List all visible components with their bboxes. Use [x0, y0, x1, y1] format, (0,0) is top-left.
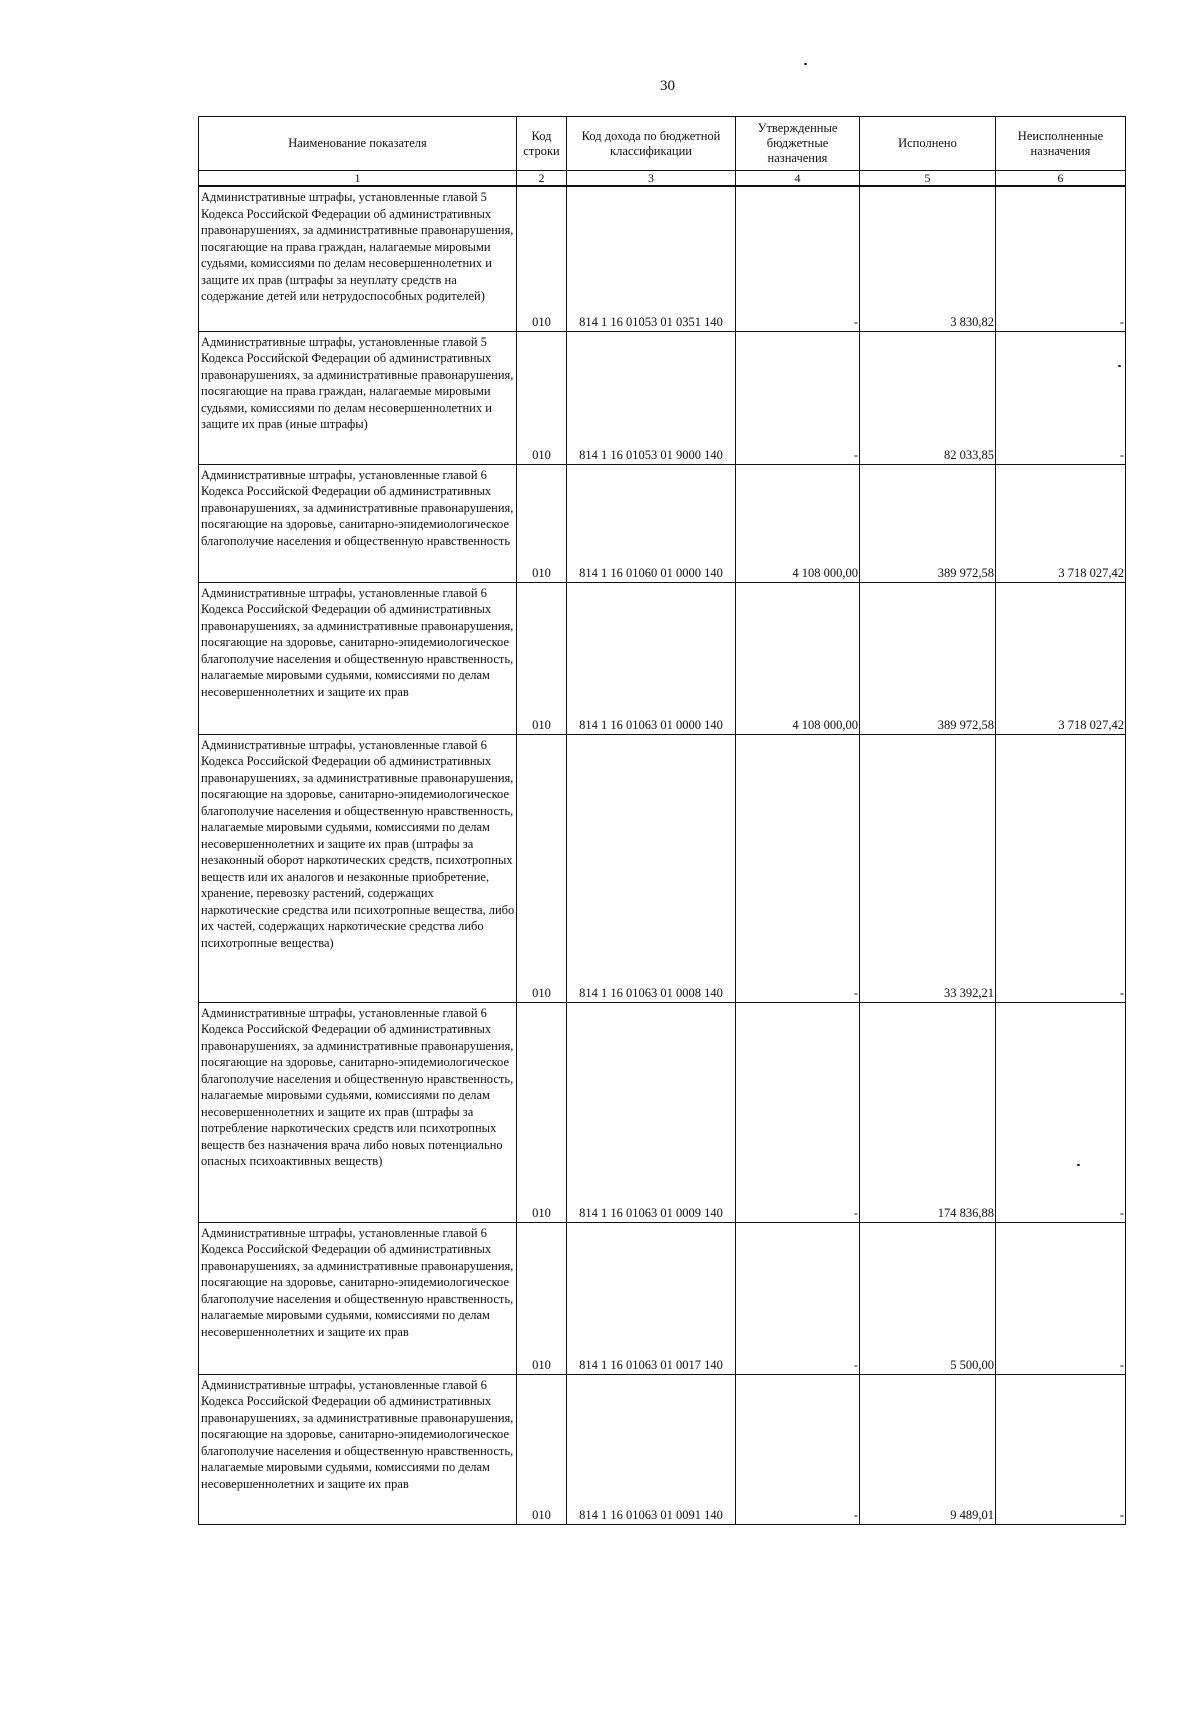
approved-amount: - — [736, 1374, 860, 1524]
indicator-name: Административные штрафы, установленные главой 6 Кодекса Российской Федерации об административных правонарушениях, за административные правонарушения, посягающие на здоровье, санитарно-эпидемиологическое благополучие населения и общественную нравственность, налагаемые мировыми судьями, комиссиями по делам несовершеннолетних и защите их прав — [199, 1222, 517, 1374]
table-row — [199, 1374, 1126, 1524]
table-header-row — [199, 117, 1126, 171]
row-code: 010 — [517, 582, 567, 734]
unexecuted-amount: - — [996, 1222, 1126, 1374]
row-code: 010 — [517, 331, 567, 464]
unexecuted-amount: - — [996, 331, 1126, 464]
scan-speck — [804, 63, 807, 65]
table-row — [199, 1222, 1126, 1374]
income-code: 814 1 16 01060 01 0000 140 — [567, 464, 736, 582]
table-row — [199, 186, 1126, 331]
header-row-code: Код строки — [517, 117, 567, 171]
executed-amount: 5 500,00 — [860, 1222, 996, 1374]
column-number: 2 — [517, 171, 567, 187]
income-code: 814 1 16 01063 01 0008 140 — [567, 734, 736, 1002]
header-executed: Исполнено — [860, 117, 996, 171]
approved-amount: - — [736, 186, 860, 331]
executed-amount: 3 830,82 — [860, 186, 996, 331]
executed-amount: 82 033,85 — [860, 331, 996, 464]
table-row — [199, 331, 1126, 464]
table-row — [199, 734, 1126, 1002]
approved-amount: - — [736, 331, 860, 464]
unexecuted-amount: - — [996, 1374, 1126, 1524]
indicator-name: Административные штрафы, установленные главой 6 Кодекса Российской Федерации об административных правонарушениях, за административные правонарушения, посягающие на здоровье, санитарно-эпидемиологическое благополучие населения и общественную нравственность, налагаемые мировыми судьями, комиссиями по делам несовершеннолетних и защите их прав (штрафы за потребление наркотических средств или психотропных веществ без назначения врача либо новых потенциально опасных психоактивных веществ) — [199, 1002, 517, 1222]
approved-amount: - — [736, 1002, 860, 1222]
income-code: 814 1 16 01063 01 0009 140 — [567, 1002, 736, 1222]
header-name: Наименование показателя — [199, 117, 517, 171]
indicator-name: Административные штрафы, установленные главой 6 Кодекса Российской Федерации об административных правонарушениях, за административные правонарушения, посягающие на здоровье, санитарно-эпидемиологическое благополучие населения и общественную нравственность, налагаемые мировыми судьями, комиссиями по делам несовершеннолетних и защите их прав (штрафы за незаконный оборот наркотических средств, психотропных веществ или их аналогов и незаконные приобретение, хранение, перевозку растений, содержащих наркотические средства или психотропные вещества, либо их частей, содержащих наркотические средства либо психотропные вещества) — [199, 734, 517, 1002]
header-approved: Утвержденные бюджетные назначения — [736, 117, 860, 171]
unexecuted-amount: - — [996, 1002, 1126, 1222]
column-number: 5 — [860, 171, 996, 187]
row-code: 010 — [517, 186, 567, 331]
approved-amount: - — [736, 1222, 860, 1374]
income-code: 814 1 16 01063 01 0091 140 — [567, 1374, 736, 1524]
header-unexecuted: Неисполненные назначения — [996, 117, 1126, 171]
table-row — [199, 464, 1126, 582]
unexecuted-amount: - — [996, 734, 1126, 1002]
executed-amount: 389 972,58 — [860, 464, 996, 582]
column-number: 6 — [996, 171, 1126, 187]
unexecuted-amount: 3 718 027,42 — [996, 464, 1126, 582]
page-number: 30 — [660, 78, 675, 94]
indicator-name: Административные штрафы, установленные главой 6 Кодекса Российской Федерации об административных правонарушениях, за административные правонарушения, посягающие на здоровье, санитарно-эпидемиологическое благополучие населения и общественную нравственность, налагаемые мировыми судьями, комиссиями по делам несовершеннолетних и защите их прав — [199, 582, 517, 734]
row-code: 010 — [517, 1374, 567, 1524]
executed-amount: 33 392,21 — [860, 734, 996, 1002]
unexecuted-amount: 3 718 027,42 — [996, 582, 1126, 734]
unexecuted-amount: - — [996, 186, 1126, 331]
row-code: 010 — [517, 1002, 567, 1222]
table-row — [199, 1002, 1126, 1222]
income-code: 814 1 16 01053 01 9000 140 — [567, 331, 736, 464]
header-income-code: Код дохода по бюджетной классификации — [567, 117, 736, 171]
column-number-row — [199, 171, 1126, 187]
approved-amount: 4 108 000,00 — [736, 464, 860, 582]
column-number: 3 — [567, 171, 736, 187]
income-code: 814 1 16 01053 01 0351 140 — [567, 186, 736, 331]
indicator-name: Административные штрафы, установленные главой 6 Кодекса Российской Федерации об административных правонарушениях, за административные правонарушения, посягающие на здоровье, санитарно-эпидемиологическое благополучие населения и общественную нравственность — [199, 464, 517, 582]
row-code: 010 — [517, 1222, 567, 1374]
column-number: 4 — [736, 171, 860, 187]
executed-amount: 389 972,58 — [860, 582, 996, 734]
row-code: 010 — [517, 734, 567, 1002]
table-row — [199, 582, 1126, 734]
approved-amount: 4 108 000,00 — [736, 582, 860, 734]
indicator-name: Административные штрафы, установленные главой 6 Кодекса Российской Федерации об административных правонарушениях, за административные правонарушения, посягающие на здоровье, санитарно-эпидемиологическое благополучие населения и общественную нравственность, налагаемые мировыми судьями, комиссиями по делам несовершеннолетних и защите их прав — [199, 1374, 517, 1524]
column-number: 1 — [199, 171, 517, 187]
budget-income-table — [198, 116, 1126, 1525]
row-code: 010 — [517, 464, 567, 582]
indicator-name: Административные штрафы, установленные главой 5 Кодекса Российской Федерации об административных правонарушениях, за административные правонарушения, посягающие на права граждан, налагаемые мировыми судьями, комиссиями по делам несовершеннолетних и защите их прав (иные штрафы) — [199, 331, 517, 464]
executed-amount: 9 489,01 — [860, 1374, 996, 1524]
income-code: 814 1 16 01063 01 0017 140 — [567, 1222, 736, 1374]
income-code: 814 1 16 01063 01 0000 140 — [567, 582, 736, 734]
executed-amount: 174 836,88 — [860, 1002, 996, 1222]
indicator-name: Административные штрафы, установленные главой 5 Кодекса Российской Федерации об административных правонарушениях, за административные правонарушения, посягающие на права граждан, налагаемые мировыми судьями, комиссиями по делам несовершеннолетних и защите их прав (штрафы за неуплату средств на содержание детей или нетрудоспособных родителей) — [199, 186, 517, 331]
approved-amount: - — [736, 734, 860, 1002]
